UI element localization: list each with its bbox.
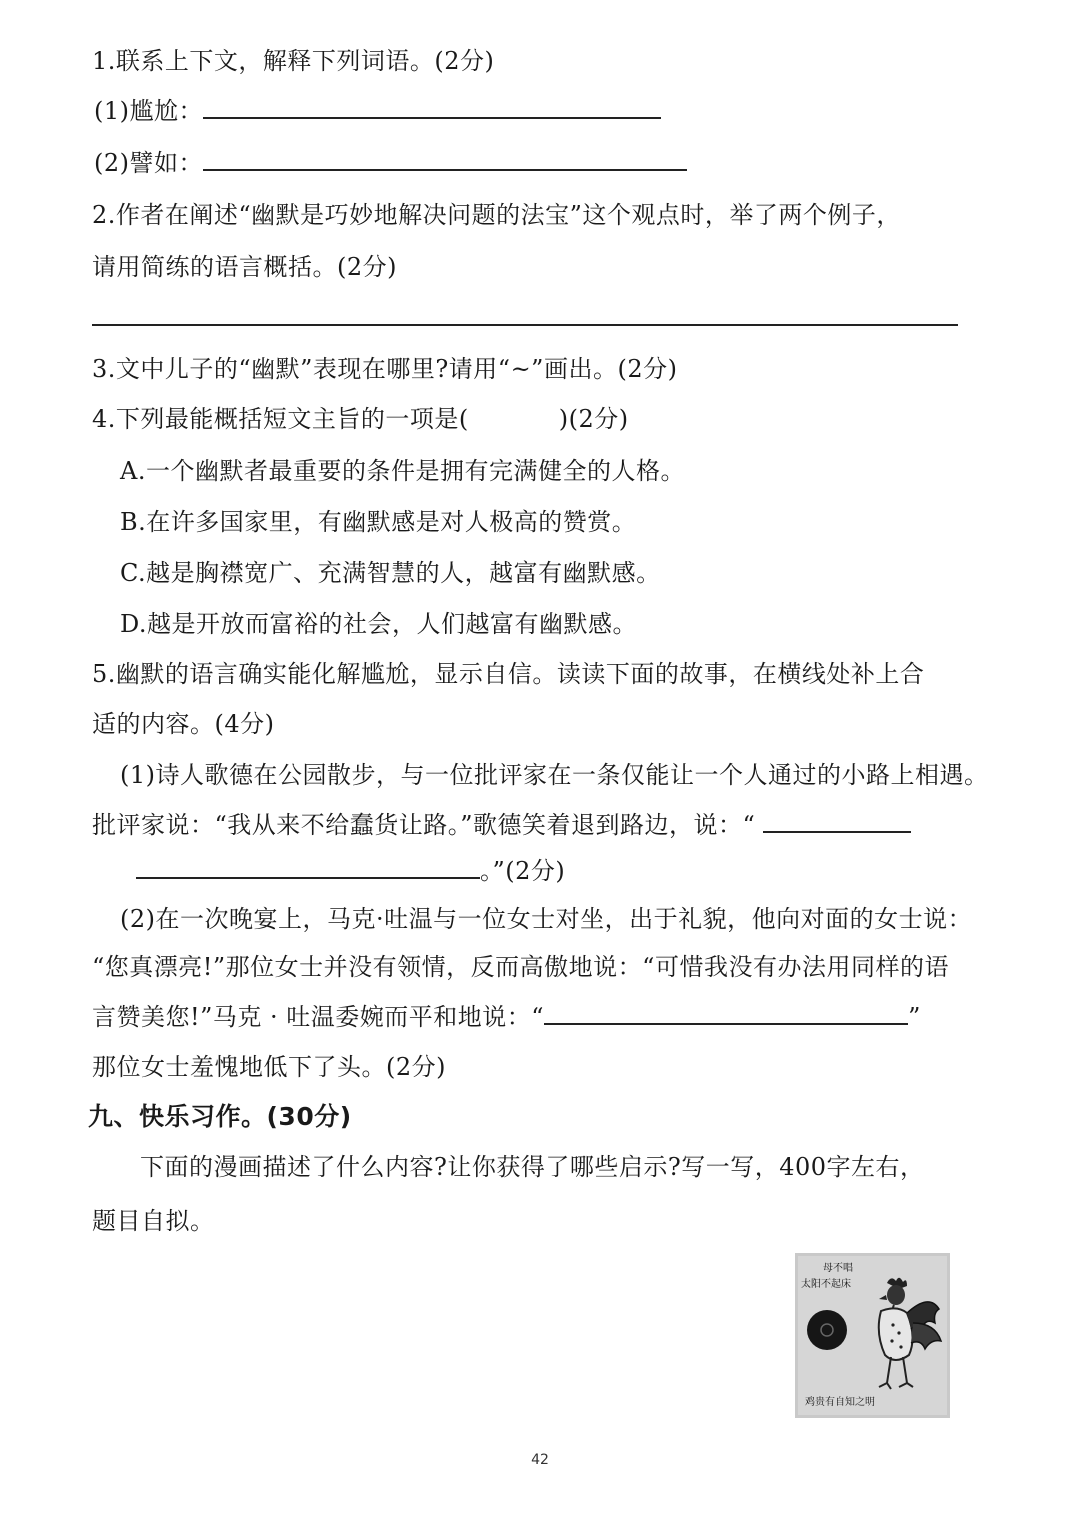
q5-story1-line1: (1)诗人歌德在公园散步，与一位批评家在一条仅能让一个人通过的小路上相遇。 xyxy=(120,761,989,789)
q1-item1 xyxy=(94,94,661,128)
q4-option-c: C.越是胸襟宽广、充满智慧的人，越富有幽默感。 xyxy=(120,559,661,587)
q5-story1-answer-blank-a[interactable] xyxy=(763,811,911,833)
q4-stem-after: )(2分) xyxy=(558,405,629,433)
section9-prompt-line1: 下面的漫画描述了什么内容?让你获得了哪些启示?写一写，400字左右， xyxy=(140,1153,925,1181)
q5-story1-line2-text: 批评家说：“我从来不给蠢货让路。”歌德笑着退到路边，说：“ xyxy=(92,811,756,839)
q4-option-d: D.越是开放而富裕的社会，人们越富有幽默感。 xyxy=(120,610,638,638)
q3-stem: 3.文中儿子的“幽默”表现在哪里?请用“~”画出。(2分) xyxy=(92,355,678,383)
comic-caption-bottom: 鸡贵有自知之明 xyxy=(805,1397,875,1408)
q1-item2-label: (2)譬如： xyxy=(94,149,203,177)
q5-story2-answer-blank[interactable] xyxy=(544,1003,908,1025)
q1-item1-label: (1)尴尬： xyxy=(94,97,203,125)
section9-prompt-line2: 题目自拟。 xyxy=(92,1207,215,1235)
q2-answer-line[interactable] xyxy=(92,324,958,326)
q1-item1-answer-blank[interactable] xyxy=(203,97,661,119)
q1-item2-answer-blank[interactable] xyxy=(203,149,687,171)
q4-stem xyxy=(92,402,629,436)
comic-caption-top-1: 母不唱 xyxy=(823,1263,853,1274)
q5-story2-line3-text: 言赞美您!”马克 · 吐温委婉而平和地说：“ xyxy=(92,1003,545,1031)
q5-story2-line2: “您真漂亮!”那位女士并没有领情，反而高傲地说：“可惜我没有办法用同样的语 xyxy=(92,953,949,981)
q4-option-b: B.在许多国家里，有幽默感是对人极高的赞赏。 xyxy=(120,508,637,536)
sun-icon xyxy=(807,1310,847,1350)
q5-story2-line4: 那位女士羞愧地低下了头。(2分) xyxy=(92,1053,446,1081)
q4-option-a: A.一个幽默者最重要的条件是拥有完满健全的人格。 xyxy=(120,457,685,485)
q4-stem-before: 4.下列最能概括短文主旨的一项是( xyxy=(92,405,469,433)
q5-story2-line3-end: ” xyxy=(908,1003,921,1031)
page-number: 42 xyxy=(531,1452,549,1468)
q1-item2 xyxy=(94,146,687,180)
q5-line2: 适的内容。(4分) xyxy=(92,710,275,738)
q5-line1: 5.幽默的语言确实能化解尴尬，显示自信。读读下面的故事，在横线处补上合 xyxy=(92,660,925,688)
q5-story1-line3-end: 。”(2分) xyxy=(480,857,566,885)
q5-story2-line3 xyxy=(92,1000,921,1034)
comic-caption-top-2: 太阳不起床 xyxy=(801,1279,851,1290)
q5-story1-line3 xyxy=(136,854,565,888)
q5-story1-line2 xyxy=(92,808,911,842)
rooster-comic-image xyxy=(795,1253,950,1418)
q5-story1-answer-blank-b[interactable] xyxy=(136,857,480,879)
q5-story2-line1: (2)在一次晚宴上，马克·吐温与一位女士对坐，出于礼貌，他向对面的女士说： xyxy=(120,905,973,933)
q1-stem: 1.联系上下文，解释下列词语。(2分) xyxy=(92,47,495,75)
q2-line2: 请用简练的语言概括。(2分) xyxy=(92,253,397,281)
q2-line1: 2.作者在阐述“幽默是巧妙地解决问题的法宝”这个观点时，举了两个例子， xyxy=(92,201,901,229)
section9-heading: 九、快乐习作。(30分) xyxy=(88,1102,352,1131)
